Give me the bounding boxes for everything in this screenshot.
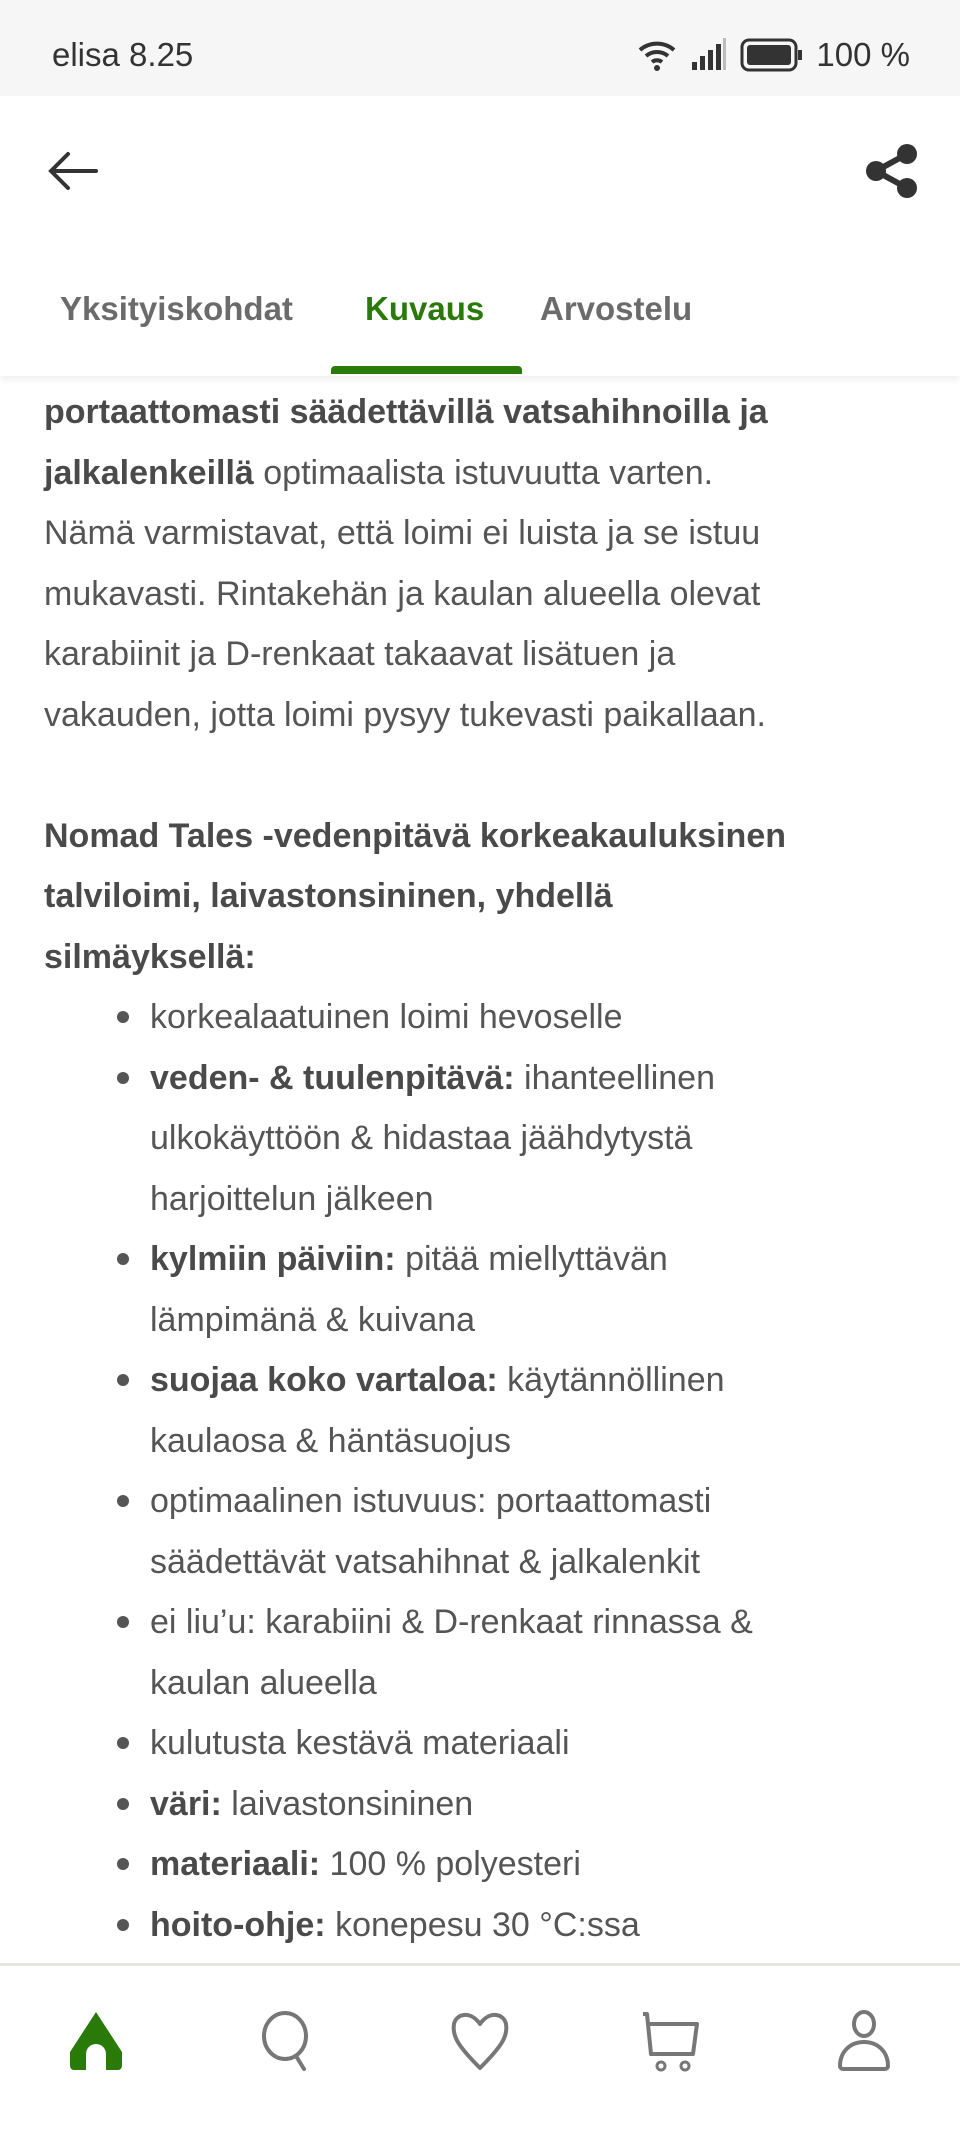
active-tab-indicator: [331, 366, 522, 374]
arrow-left-icon: [46, 146, 106, 196]
section-heading: talviloimi, laivastonsininen, yhdellä: [44, 877, 613, 915]
list-item-continuation: [0, 1108, 960, 1169]
feature-list: [0, 987, 960, 1955]
bullet-icon: [117, 1374, 129, 1386]
list-item: [0, 1713, 960, 1774]
list-item-text: ulkokäyttöön & hidastaa jäähdytystä: [150, 1119, 693, 1157]
list-item-text: kaulaosa & häntäsuojus: [150, 1421, 512, 1460]
carrier: elisa: [52, 36, 120, 73]
list-item-text: käytännöllinen: [497, 1361, 725, 1399]
list-item-text: ei liu’u: karabiini & D-renkaat rinnassa &: [150, 1603, 753, 1641]
list-item-label: väri:: [150, 1784, 222, 1823]
list-item-continuation: [0, 1169, 960, 1230]
list-item-label: suojaa koko vartaloa:: [150, 1361, 498, 1399]
home-icon: [66, 2010, 126, 2072]
list-item: [0, 1471, 960, 1532]
share-button[interactable]: [862, 140, 922, 202]
nav-home[interactable]: [61, 2006, 131, 2076]
list-item: [0, 1774, 960, 1835]
bullet-icon: [117, 1798, 129, 1810]
partial-line: portaattomasti säädettävillä vatsahihnoilla ja: [44, 393, 768, 431]
paragraph-line: mukavasti. Rintakehän ja kaulan alueella olevat: [44, 574, 761, 613]
status-right: [638, 36, 910, 74]
tab-arvostelu[interactable]: Arvostelu: [540, 290, 693, 327]
list-item-text: pitää miellyttävän: [395, 1240, 668, 1278]
nav-favorites[interactable]: [445, 2006, 515, 2076]
list-item: [0, 987, 960, 1048]
description-content: [0, 382, 960, 1955]
list-item-text: optimaalinen istuvuus: portaattomasti: [150, 1482, 712, 1520]
list-item-text: harjoittelun jälkeen: [150, 1179, 434, 1218]
list-item-continuation: [0, 1290, 960, 1351]
status-bar: [0, 0, 960, 96]
bullet-icon: [117, 1919, 129, 1931]
list-item-continuation: [0, 1532, 960, 1593]
list-item-text: lämpimänä & kuivana: [150, 1300, 476, 1339]
paragraph-line: vakauden, jotta loimi pysyy tukevasti paikallaan.: [44, 695, 766, 734]
status-left: [52, 36, 193, 74]
clock: 8.25: [129, 36, 194, 73]
back-button[interactable]: [46, 146, 106, 196]
list-item: [0, 1592, 960, 1653]
list-item-label: veden- & tuulenpitävä:: [150, 1058, 515, 1097]
heart-icon: [448, 2010, 512, 2072]
list-item-continuation: [0, 1411, 960, 1472]
tab-yksityiskohdat[interactable]: Yksityiskohdat: [60, 290, 293, 327]
bullet-icon: [117, 1858, 129, 1870]
list-item-text: kulutusta kestävä materiaali: [150, 1724, 570, 1762]
list-item-label: kylmiin päiviin:: [150, 1240, 396, 1278]
wifi-icon: [638, 38, 678, 72]
bold-text: jalkalenkeillä: [44, 453, 254, 492]
nav-search[interactable]: [253, 2006, 323, 2076]
cart-icon: [639, 2010, 705, 2072]
nav-cart[interactable]: [637, 2006, 707, 2076]
list-item: [0, 1350, 960, 1411]
bullet-icon: [117, 1616, 129, 1628]
list-item-text: laivastonsininen: [221, 1784, 474, 1823]
signal-icon: [690, 38, 728, 72]
section-heading: Nomad Tales -vedenpitävä korkeakauluksinen: [44, 816, 786, 855]
bullet-icon: [117, 1072, 129, 1084]
bullet-icon: [117, 1253, 129, 1265]
bottom-nav: [0, 1963, 960, 2144]
nav-account[interactable]: [829, 2006, 899, 2076]
list-item: [0, 1229, 960, 1290]
search-icon: [258, 2010, 318, 2072]
tab-kuvaus[interactable]: Kuvaus: [365, 290, 485, 327]
app-header: [0, 96, 960, 376]
battery-icon: [740, 38, 804, 72]
list-item: [0, 1834, 960, 1895]
list-item-text: kaulan alueella: [150, 1663, 377, 1702]
list-item: [0, 1895, 960, 1956]
list-item-text: konepesu 30 °C:ssa: [325, 1905, 640, 1944]
paragraph-line: karabiinit ja D-renkaat takaavat lisätuen ja: [44, 635, 676, 673]
list-item-text: 100 % polyesteri: [320, 1845, 581, 1883]
paragraph-line: Nämä varmistavat, että loimi ei luista ja se istuu: [44, 514, 761, 552]
paragraph-line: [0, 443, 960, 504]
bullet-icon: [117, 1495, 129, 1507]
share-icon: [862, 140, 922, 202]
list-item-label: materiaali:: [150, 1845, 321, 1883]
spacer: [0, 745, 960, 806]
battery-level: 100 %: [816, 36, 910, 73]
list-item-text: säädettävät vatsahihnat & jalkalenkit: [150, 1542, 701, 1581]
user-icon: [834, 2010, 894, 2072]
list-item-text: korkealaatuinen loimi hevoselle: [150, 998, 623, 1036]
text: optimaalista istuvuutta varten.: [253, 453, 714, 492]
list-item-label: hoito-ohje:: [150, 1905, 326, 1944]
section-heading: silmäyksellä:: [44, 937, 256, 976]
bullet-icon: [117, 1737, 129, 1749]
list-item-text: ihanteellinen: [514, 1058, 715, 1097]
list-item: [0, 1048, 960, 1109]
list-item-continuation: [0, 1653, 960, 1714]
bullet-icon: [117, 1011, 129, 1023]
